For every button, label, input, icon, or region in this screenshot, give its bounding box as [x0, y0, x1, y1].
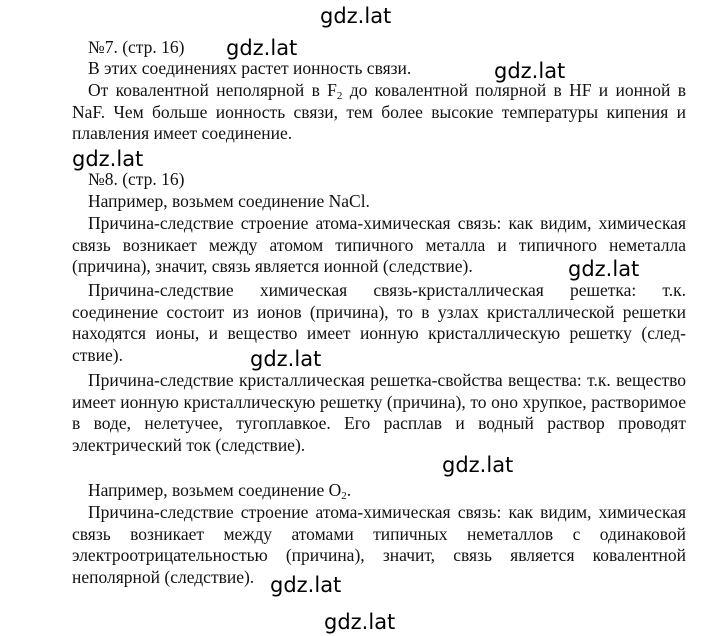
task8-paragraph-2: Причина-следствие химическая связь-кристаллическая решетка: т.к. соединение состоит из ионов (причина), то в узлах кристаллической решетки находятся ионы, и вещество имеет ионную кристаллическую решетку (следствие).	[72, 280, 686, 365]
task8-heading: №8. (стр. 16)	[88, 169, 185, 189]
task8-example1: Например, возьмем соединение NaCl.	[88, 191, 370, 211]
watermark: gdz.lat	[568, 257, 640, 281]
watermark: gdz.lat	[442, 453, 514, 477]
watermark: gdz.lat	[320, 4, 392, 28]
task8-paragraph-3: Причина-следствие кристаллическая решетка-свойства вещества: т.к. вещество имеет ионную кристаллическую решетку (причина), то оно хрупкое, растворимое в воде, нелетучее, тугоплавкое. Его расплав и водный раствор проводят электрический ток (следствие).	[72, 370, 686, 455]
task7-paragraph-part-b: до ковалентной полярной в HF и ионной в NaF. Чем больше ионность связи, тем более высокие температуры кипения и плавления имеет соединение.	[72, 80, 686, 144]
watermark: gdz.lat	[250, 347, 322, 371]
task7-paragraph-part-a: От ковалентной неполярной в F	[88, 80, 337, 100]
task8-example2-part-a: Например, возьмем соединение O	[88, 480, 342, 500]
task8-paragraph-4: Причина-следствие строение атома-химическая связь: как видим, химическая связь возникает между атомами типичных неметаллов с одинаковой электроотрицательностью (причина), значит, связь является ковалентной неполярной (следствие).	[72, 502, 686, 587]
task7-line1: В этих соединениях растет ионность связи.	[88, 58, 412, 78]
task7-heading: №7. (стр. 16)	[88, 37, 185, 57]
watermark: gdz.lat	[324, 610, 396, 634]
subscript: 2	[336, 90, 343, 102]
watermark: gdz.lat	[270, 573, 342, 597]
watermark: gdz.lat	[226, 36, 298, 60]
task8-example2-part-b: .	[346, 480, 352, 500]
watermark: gdz.lat	[494, 59, 566, 83]
watermark: gdz.lat	[72, 147, 144, 171]
task8-paragraph-1: Причина-следствие строение атома-химическая связь: как видим, химическая связь возникает между атомом типичного металла и типичного неметалла (причина), значит, связь является ионной (следствие).	[72, 213, 686, 277]
task7-paragraph	[72, 80, 686, 145]
subscript: 2	[341, 490, 347, 502]
task8-example2	[88, 480, 351, 501]
